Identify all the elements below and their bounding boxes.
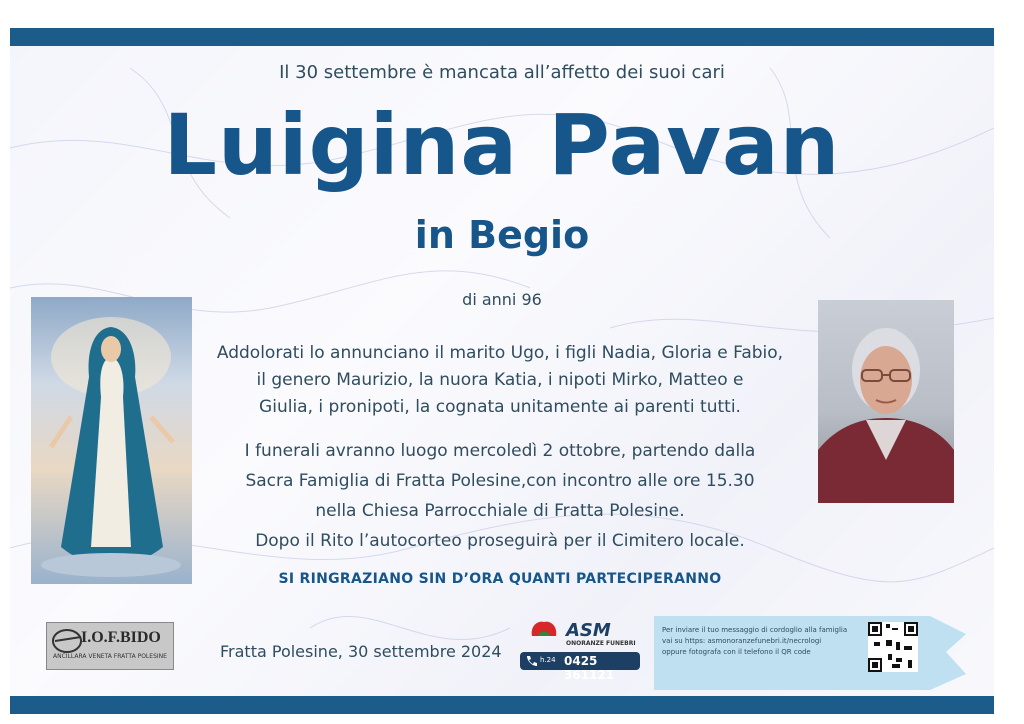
- qr-line: oppure fotografa con il telefono il QR code: [662, 648, 811, 656]
- qr-instructions: [662, 625, 858, 658]
- funeral-text: [200, 436, 800, 556]
- place-date: Fratta Polesine, 30 settembre 2024: [220, 642, 502, 661]
- funeral-line: I funerali avranno luogo mercoledì 2 ottobre, partendo dalla: [244, 441, 756, 461]
- bottom-border-bar: [10, 696, 994, 714]
- asm-logo-text: ASM: [566, 620, 611, 641]
- h24-label: h.24: [540, 656, 556, 664]
- thanks-line: SI RINGRAZIANO SIN D’ORA QUANTI PARTECIPERANNO: [278, 571, 722, 587]
- funeral-line: Dopo il Rito l’autocorteo proseguirà per il Cimitero locale.: [255, 531, 745, 551]
- iof-subtitle: ANCILLARA VENETA FRATTA POLESINE: [53, 653, 167, 660]
- qr-line: Per inviare il tuo messaggio di cordoglio alla famiglia: [662, 626, 848, 634]
- asm-logo: [524, 616, 634, 642]
- iof-logo-text: I.O.F.BIDO: [81, 629, 161, 646]
- phone-box: [520, 652, 640, 682]
- phone-icon: [524, 654, 538, 668]
- iof-emblem-icon: [51, 627, 83, 655]
- deceased-name: Luigina Pavan: [163, 96, 841, 194]
- announcement-line: il genero Maurizio, la nuora Katia, i nipoti Mirko, Matteo e: [256, 370, 744, 390]
- married-name: in Begio: [414, 213, 590, 257]
- top-border-bar: [10, 28, 994, 46]
- funeral-line: Sacra Famiglia di Fratta Polesine,con incontro alle ore 15.30: [245, 471, 755, 491]
- announcement-line: Giulia, i pronipoti, la cognata unitamente ai parenti tutti.: [259, 397, 741, 417]
- qr-code[interactable]: [868, 622, 918, 672]
- funeral-line: nella Chiesa Parrocchiale di Fratta Polesine.: [315, 501, 685, 521]
- age-line: di anni 96: [462, 290, 542, 309]
- obituary-notice: [10, 28, 994, 714]
- asm-subtitle: ONORANZE FUNEBRI: [566, 640, 636, 647]
- qr-line: vai su https: asmonoranzefunebri.it/necrologi: [662, 637, 822, 645]
- announcement-line: Addolorati lo annunciano il marito Ugo, i figli Nadia, Gloria e Fabio,: [216, 343, 784, 363]
- iof-bido-logo: [46, 622, 174, 670]
- madonna-image: [31, 297, 192, 584]
- phone-number: 0425 361121: [564, 654, 615, 682]
- intro-line: Il 30 settembre è mancata all’affetto dei suoi cari: [279, 62, 725, 83]
- announcement-text: [200, 340, 800, 421]
- portrait-photo: [818, 300, 954, 503]
